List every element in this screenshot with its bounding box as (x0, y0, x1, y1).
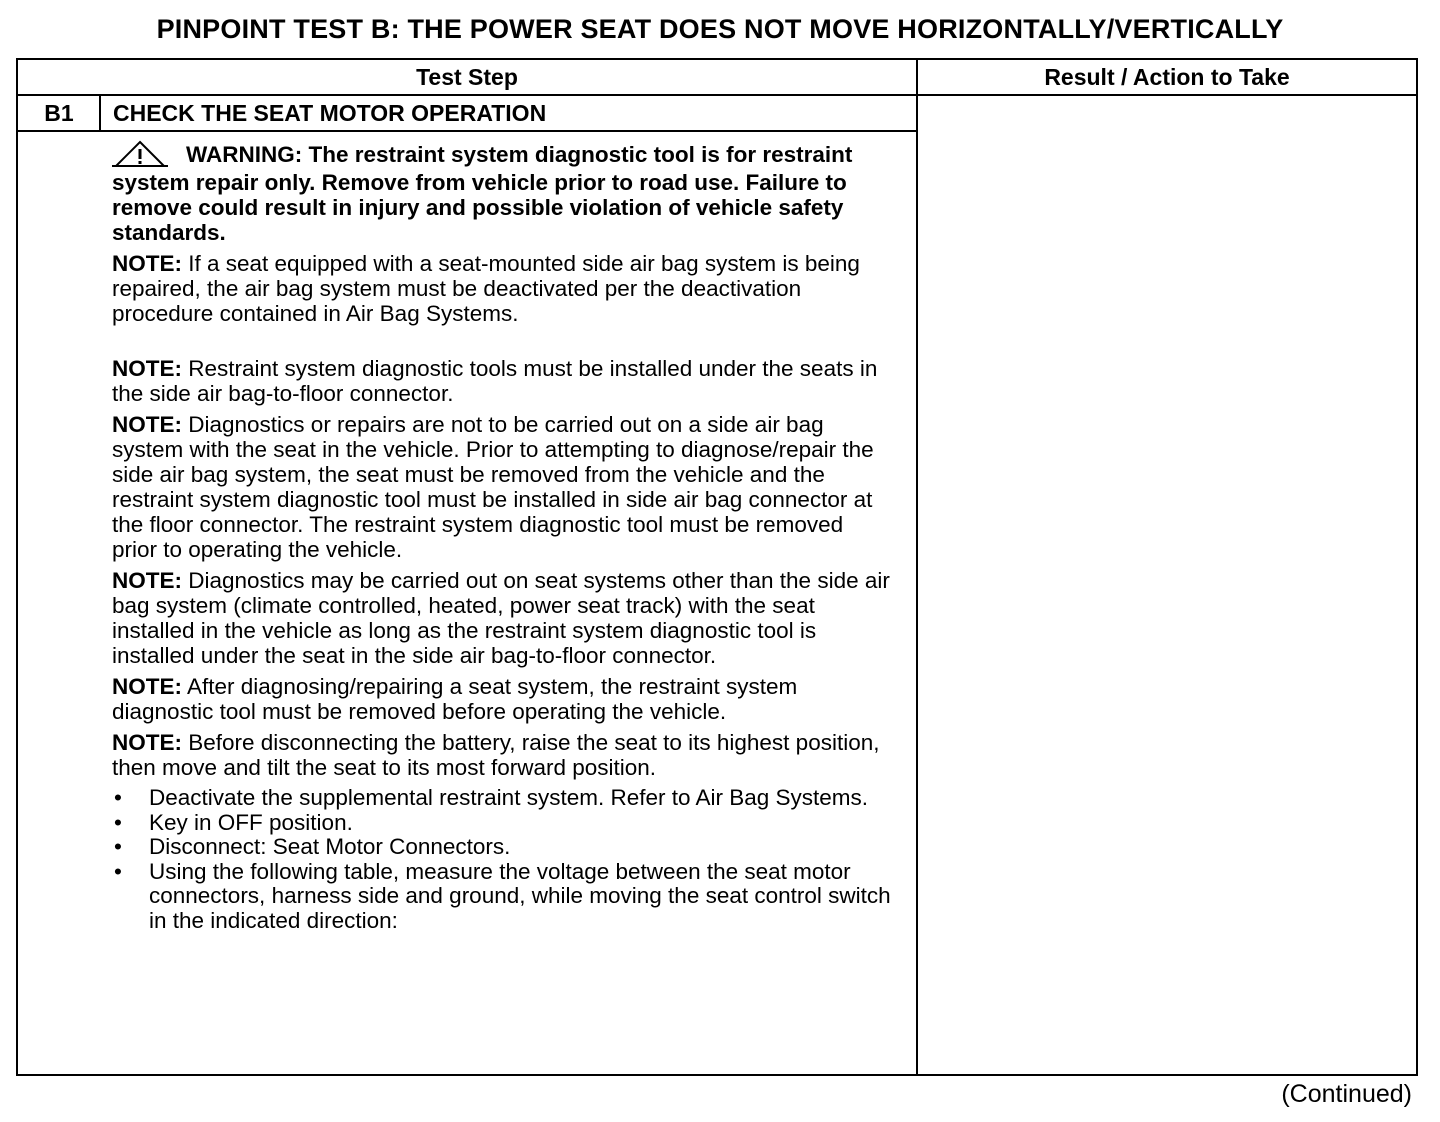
procedure-bullets (112, 786, 892, 933)
note-6 (112, 730, 892, 780)
bullet-item: • Disconnect: Seat Motor Connectors. (112, 835, 892, 860)
note-text: Diagnostics or repairs are not to be carried out on a side air bag system with the seat in the vehicle. Prior to attempting to diagnose/repair the side air bag system, the seat must be removed from the vehicle and the restraint system diagnostic tool must be installed in side air bag connector at the floor connector. The restraint system diagnostic tool must be removed prior to operating the vehicle. (112, 412, 874, 562)
step-row-divider (16, 130, 918, 132)
step-title: CHECK THE SEAT MOTOR OPERATION (113, 100, 547, 126)
note-text: Before disconnecting the battery, raise the seat to its highest position, then move and tilt the seat to its most forward position. (112, 730, 880, 780)
note-label: NOTE: (112, 356, 182, 381)
note-label: NOTE: (112, 730, 182, 755)
note-label: NOTE: (112, 674, 182, 699)
note-text: Restraint system diagnostic tools must be installed under the seats in the side air bag-to-floor connector. (112, 356, 878, 406)
warning-text: WARNING: The restraint system diagnostic tool is for restraint system repair only. Remove from vehicle prior to road use. Failure to remove could result in injury and possible violation of vehicle safety standards. (112, 142, 853, 245)
continued-label: (Continued) (1281, 1080, 1412, 1108)
warning-block (112, 142, 892, 245)
note-label: NOTE: (112, 251, 182, 276)
header-test-step: Test Step (416, 64, 518, 90)
step-body (112, 142, 892, 933)
note-text: Diagnostics may be carried out on seat systems other than the side air bag system (climate controlled, heated, power seat track) with the seat installed in the vehicle as long as the restraint system diagnostic tool is installed under the seat in the side air bag-to-floor connector. (112, 568, 890, 668)
note-5 (112, 674, 892, 724)
bullet-item: • Deactivate the supplemental restraint system. Refer to Air Bag Systems. (112, 786, 892, 811)
page-title: PINPOINT TEST B: THE POWER SEAT DOES NOT MOVE HORIZONTALLY/VERTICALLY (156, 14, 1284, 44)
note-1 (112, 251, 892, 326)
column-divider (916, 58, 918, 1076)
note-2 (112, 356, 892, 406)
note-label: NOTE: (112, 568, 182, 593)
step-id: B1 (44, 100, 74, 126)
note-3 (112, 412, 892, 562)
note-4 (112, 568, 892, 668)
note-text: If a seat equipped with a seat-mounted side air bag system is being repaired, the air bag system must be deactivated per the deactivation procedure contained in Air Bag Systems. (112, 251, 860, 326)
note-text: After diagnosing/repairing a seat system, the restraint system diagnostic tool must be removed before operating the vehicle. (112, 674, 798, 724)
bullet-item: • Using the following table, measure the voltage between the seat motor connectors, harness side and ground, while moving the seat control switch in the indicated direction: (112, 860, 892, 934)
bullet-item: • Key in OFF position. (112, 811, 892, 836)
header-result-action: Result / Action to Take (1044, 64, 1290, 90)
warning-triangle-icon (112, 140, 168, 170)
note-label: NOTE: (112, 412, 182, 437)
